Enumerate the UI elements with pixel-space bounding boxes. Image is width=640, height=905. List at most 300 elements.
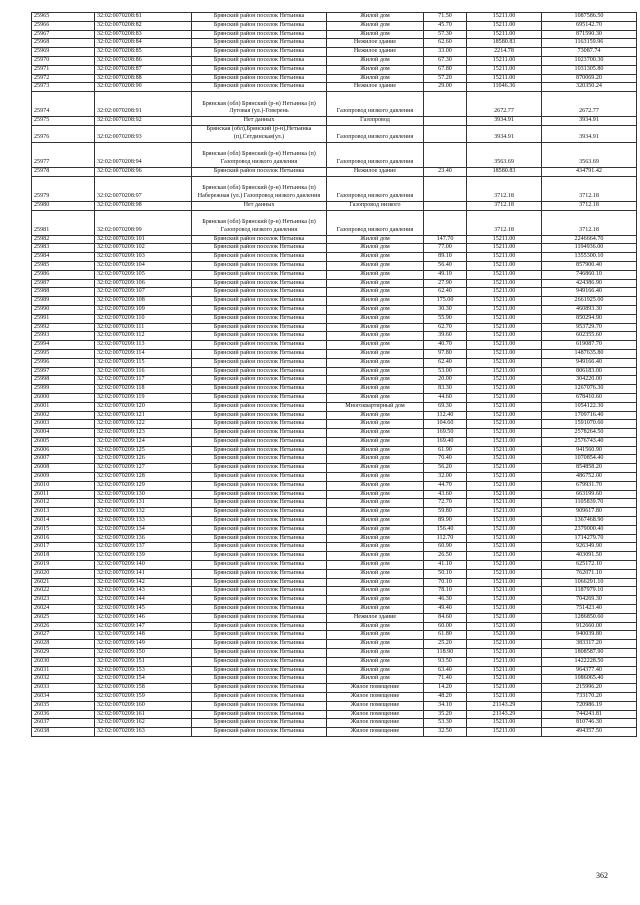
address-cell: Брянский район поселок Нетьинка	[192, 464, 327, 473]
address-cell: Брянский район поселок Нетьинка	[192, 411, 327, 420]
unit-value-cell: 15211.00	[467, 622, 542, 631]
row-number-cell: 25974	[32, 92, 95, 117]
row-number-cell: 26021	[32, 578, 95, 587]
object-type-cell: Жилое помещение	[327, 728, 424, 737]
address-cell: Брянский район поселок Нетьинка	[192, 684, 327, 693]
cadastral-value-cell: 215996.20	[542, 684, 637, 693]
area-cell: 55.90	[424, 314, 467, 323]
row-number-cell: 25989	[32, 297, 95, 306]
address-cell: Брянский район поселок Нетьинка	[192, 429, 327, 438]
table-row	[32, 279, 637, 288]
unit-value-cell: 15211.00	[467, 341, 542, 350]
row-number-cell: 25995	[32, 349, 95, 358]
address-cell: Брянская (обл) Брянский (р-н) Нетьинка (п) Лутовая (ул.)-Говерень	[192, 92, 327, 117]
cadastral-number-cell: 32:02:0070209:125	[95, 446, 192, 455]
cadastral-number-cell: 32:02:0070209:144	[95, 596, 192, 605]
table-row	[32, 210, 637, 235]
address-cell: Брянский район поселок Нетьинка	[192, 534, 327, 543]
row-number-cell: 26008	[32, 464, 95, 473]
cadastral-value-cell: 1070854.40	[542, 455, 637, 464]
cadastral-value-cell: 1031305.80	[542, 65, 637, 74]
table-row	[32, 508, 637, 517]
table-row	[32, 719, 637, 728]
unit-value-cell: 15211.00	[467, 437, 542, 446]
cadastral-number-cell: 32:02:0070208:83	[95, 30, 192, 39]
cadastral-value-cell: 1087586.50	[542, 13, 637, 22]
object-type-cell: Жилой дом	[327, 508, 424, 517]
row-number-cell: 26034	[32, 693, 95, 702]
row-number-cell: 26030	[32, 657, 95, 666]
cadastral-value-cell: 678410.60	[542, 393, 637, 402]
area-cell: 72.70	[424, 499, 467, 508]
cadastral-number-cell: 32:02:0070208:92	[95, 117, 192, 126]
row-number-cell: 25970	[32, 56, 95, 65]
area-cell: 89.10	[424, 253, 467, 262]
unit-value-cell: 2214.78	[467, 48, 542, 57]
row-number-cell: 25987	[32, 279, 95, 288]
area-cell: 32.50	[424, 728, 467, 737]
cadastral-number-cell: 32:02:0070208:85	[95, 48, 192, 57]
unit-value-cell: 15211.00	[467, 323, 542, 332]
object-type-cell: Жилой дом	[327, 244, 424, 253]
cadastral-number-cell: 32:02:0070209:131	[95, 499, 192, 508]
row-number-cell: 25983	[32, 244, 95, 253]
area-cell: 29.00	[424, 83, 467, 92]
object-type-cell: Жилой дом	[327, 490, 424, 499]
area-cell: 97.80	[424, 349, 467, 358]
address-cell: Брянский район поселок Нетьинка	[192, 499, 327, 508]
area-cell: 84.60	[424, 613, 467, 622]
address-cell: Брянский район поселок Нетьинка	[192, 270, 327, 279]
area-cell: 62.40	[424, 358, 467, 367]
area-cell	[424, 125, 467, 142]
unit-value-cell: 15211.00	[467, 65, 542, 74]
table-row	[32, 65, 637, 74]
unit-value-cell: 15211.00	[467, 402, 542, 411]
row-number-cell: 25977	[32, 142, 95, 167]
row-number-cell: 26028	[32, 640, 95, 649]
cadastral-number-cell: 32:02:0070209:123	[95, 429, 192, 438]
address-cell: Брянский район поселок Нетьинка	[192, 561, 327, 570]
row-number-cell: 25996	[32, 358, 95, 367]
area-cell: 57.20	[424, 74, 467, 83]
unit-value-cell: 15211.00	[467, 675, 542, 684]
cadastral-value-cell: 720986.19	[542, 701, 637, 710]
table-row	[32, 561, 637, 570]
area-cell: 112.40	[424, 411, 467, 420]
unit-value-cell: 15211.00	[467, 649, 542, 658]
area-cell: 78.10	[424, 587, 467, 596]
row-number-cell: 26036	[32, 710, 95, 719]
object-type-cell: Жилой дом	[327, 30, 424, 39]
address-cell: Брянский район поселок Нетьинка	[192, 473, 327, 482]
object-type-cell: Жилой дом	[327, 437, 424, 446]
cadastral-number-cell: 32:02:0070209:146	[95, 613, 192, 622]
row-number-cell: 25992	[32, 323, 95, 332]
object-type-cell: Жилой дом	[327, 341, 424, 350]
unit-value-cell: 15211.00	[467, 693, 542, 702]
unit-value-cell: 15211.00	[467, 358, 542, 367]
cadastral-value-cell: 746860.10	[542, 270, 637, 279]
table-row	[32, 411, 637, 420]
cadastral-number-cell: 32:02:0070208:97	[95, 176, 192, 201]
cadastral-number-cell: 32:02:0070209:121	[95, 411, 192, 420]
cadastral-number-cell: 32:02:0070209:154	[95, 675, 192, 684]
table-row	[32, 30, 637, 39]
table-row	[32, 288, 637, 297]
area-cell: 62.70	[424, 323, 467, 332]
table-row	[32, 701, 637, 710]
address-cell: Брянский район поселок Нетьинка	[192, 253, 327, 262]
area-cell: 41.10	[424, 561, 467, 570]
row-number-cell: 25986	[32, 270, 95, 279]
cadastral-number-cell: 32:02:0070209:110	[95, 314, 192, 323]
row-number-cell: 25998	[32, 376, 95, 385]
address-cell: Брянская (обл) Брянский (р-н) Нетьинка (п) Набережная (ул.) Газопровод низкого давления	[192, 176, 327, 201]
unit-value-cell: 15211.00	[467, 640, 542, 649]
cadastral-number-cell: 32:02:0070209:105	[95, 270, 192, 279]
area-cell: 50.10	[424, 569, 467, 578]
cadastral-number-cell: 32:02:0070209:118	[95, 385, 192, 394]
unit-value-cell: 15211.00	[467, 314, 542, 323]
cadastral-number-cell: 32:02:0070209:128	[95, 473, 192, 482]
row-number-cell: 25982	[32, 235, 95, 244]
row-number-cell: 25973	[32, 83, 95, 92]
address-cell: Брянский район поселок Нетьинка	[192, 56, 327, 65]
row-number-cell: 26011	[32, 490, 95, 499]
cadastral-number-cell: 32:02:0070209:159	[95, 693, 192, 702]
cadastral-number-cell: 32:02:0070208:84	[95, 39, 192, 48]
unit-value-cell: 15211.00	[467, 631, 542, 640]
cadastral-value-cell: 1194936.00	[542, 244, 637, 253]
table-row	[32, 420, 637, 429]
cadastral-number-cell: 32:02:0070209:120	[95, 402, 192, 411]
object-type-cell: Жилой дом	[327, 455, 424, 464]
table-row	[32, 314, 637, 323]
row-number-cell: 26002	[32, 411, 95, 420]
area-cell: 53.00	[424, 367, 467, 376]
table-row	[32, 455, 637, 464]
unit-value-cell: 15211.00	[467, 297, 542, 306]
cadastral-number-cell: 32:02:0070209:161	[95, 710, 192, 719]
cadastral-number-cell: 32:02:0070208:90	[95, 83, 192, 92]
object-type-cell: Жилой дом	[327, 657, 424, 666]
area-cell: 59.80	[424, 508, 467, 517]
area-cell: 39.60	[424, 332, 467, 341]
area-cell: 77.00	[424, 244, 467, 253]
cadastral-value-cell: 2379000.40	[542, 525, 637, 534]
object-type-cell: Нежилое здание	[327, 167, 424, 176]
cadastral-number-cell: 32:02:0070209:147	[95, 622, 192, 631]
area-cell: 14.20	[424, 684, 467, 693]
unit-value-cell: 15211.00	[467, 473, 542, 482]
table-row	[32, 490, 637, 499]
unit-value-cell: 15211.00	[467, 666, 542, 675]
table-row	[32, 48, 637, 57]
object-type-cell: Газопровод низкого давления	[327, 210, 424, 235]
object-type-cell: Жилой дом	[327, 385, 424, 394]
area-cell: 61.80	[424, 631, 467, 640]
unit-value-cell: 15211.00	[467, 657, 542, 666]
object-type-cell: Жилое помещение	[327, 710, 424, 719]
unit-value-cell: 15211.00	[467, 411, 542, 420]
unit-value-cell: 18580.83	[467, 39, 542, 48]
object-type-cell: Жилой дом	[327, 596, 424, 605]
cadastral-value-cell: 941560.90	[542, 446, 637, 455]
unit-value-cell: 2672.77	[467, 92, 542, 117]
row-number-cell: 26013	[32, 508, 95, 517]
object-type-cell: Жилой дом	[327, 297, 424, 306]
cadastral-number-cell: 32:02:0070209:141	[95, 569, 192, 578]
object-type-cell: Нежилое здание	[327, 83, 424, 92]
cadastral-value-cell: 1591070.60	[542, 420, 637, 429]
row-number-cell: 25978	[32, 167, 95, 176]
cadastral-number-cell: 32:02:0070209:158	[95, 684, 192, 693]
area-cell: 62.40	[424, 288, 467, 297]
cadastral-number-cell: 32:02:0070209:151	[95, 657, 192, 666]
cadastral-number-cell: 32:02:0070209:109	[95, 305, 192, 314]
row-number-cell: 26014	[32, 517, 95, 526]
row-number-cell: 26006	[32, 446, 95, 455]
cadastral-number-cell: 32:02:0070209:162	[95, 719, 192, 728]
area-cell: 26.50	[424, 552, 467, 561]
unit-value-cell: 15211.00	[467, 508, 542, 517]
row-number-cell: 26026	[32, 622, 95, 631]
cadastral-number-cell: 32:02:0070208:88	[95, 74, 192, 83]
row-number-cell: 25985	[32, 261, 95, 270]
table-row	[32, 499, 637, 508]
cadastral-number-cell: 32:02:0070208:99	[95, 210, 192, 235]
cadastral-number-cell: 32:02:0070209:114	[95, 349, 192, 358]
cadastral-number-cell: 32:02:0070209:101	[95, 235, 192, 244]
object-type-cell: Жилой дом	[327, 376, 424, 385]
address-cell: Брянский район поселок Нетьинка	[192, 288, 327, 297]
object-type-cell: Жилой дом	[327, 543, 424, 552]
row-number-cell: 26010	[32, 481, 95, 490]
area-cell: 44.60	[424, 393, 467, 402]
address-cell: Брянский район поселок Нетьинка	[192, 622, 327, 631]
address-cell: Брянский район поселок Нетьинка	[192, 675, 327, 684]
row-number-cell: 25993	[32, 332, 95, 341]
table-row	[32, 244, 637, 253]
row-number-cell: 25980	[32, 201, 95, 210]
area-cell: 32.00	[424, 473, 467, 482]
cadastral-value-cell: 625172.10	[542, 561, 637, 570]
cadastral-value-cell: 751423.40	[542, 605, 637, 614]
area-cell: 104.60	[424, 420, 467, 429]
cadastral-number-cell: 32:02:0070209:106	[95, 279, 192, 288]
table-row	[32, 684, 637, 693]
object-type-cell: Газопровод низкого давления	[327, 176, 424, 201]
area-cell	[424, 201, 467, 210]
area-cell: 70.40	[424, 455, 467, 464]
address-cell: Брянский район поселок Нетьинка	[192, 21, 327, 30]
address-cell: Брянский район поселок Нетьинка	[192, 657, 327, 666]
cadastral-value-cell: 733170.20	[542, 693, 637, 702]
area-cell: 67.80	[424, 65, 467, 74]
address-cell: Брянская (обл),Брянский (р-н),Нетьинка (п),Сетдинская(ул.)	[192, 125, 327, 142]
cadastral-value-cell: 424386.90	[542, 279, 637, 288]
cadastral-number-cell: 32:02:0070209:150	[95, 649, 192, 658]
cadastral-value-cell: 1163159.96	[542, 39, 637, 48]
object-type-cell: Жилой дом	[327, 261, 424, 270]
unit-value-cell: 18580.83	[467, 167, 542, 176]
unit-value-cell: 15211.00	[467, 728, 542, 737]
object-type-cell: Жилой дом	[327, 270, 424, 279]
cadastral-number-cell: 32:02:0070209:104	[95, 261, 192, 270]
cadastral-number-cell: 32:02:0070209:153	[95, 666, 192, 675]
unit-value-cell: 15211.00	[467, 587, 542, 596]
cadastral-number-cell: 32:02:0070209:115	[95, 358, 192, 367]
table-row	[32, 640, 637, 649]
table-row	[32, 385, 637, 394]
area-cell: 43.60	[424, 490, 467, 499]
cadastral-number-cell: 32:02:0070209:137	[95, 543, 192, 552]
table-row	[32, 142, 637, 167]
row-number-cell: 26007	[32, 455, 95, 464]
address-cell: Брянский район поселок Нетьинка	[192, 402, 327, 411]
row-number-cell: 25988	[32, 288, 95, 297]
table-row	[32, 341, 637, 350]
area-cell: 45.70	[424, 21, 467, 30]
address-cell: Брянский район поселок Нетьинка	[192, 666, 327, 675]
cadastral-number-cell: 32:02:0070209:136	[95, 534, 192, 543]
table-row	[32, 596, 637, 605]
unit-value-cell: 21143.29	[467, 710, 542, 719]
row-number-cell: 26003	[32, 420, 95, 429]
unit-value-cell: 15211.00	[467, 376, 542, 385]
unit-value-cell: 15211.00	[467, 481, 542, 490]
area-cell: 35.20	[424, 710, 467, 719]
cadastral-value-cell: 744243.81	[542, 710, 637, 719]
cadastral-number-cell: 32:02:0070209:117	[95, 376, 192, 385]
cadastral-value-cell: 1187979.10	[542, 587, 637, 596]
cadastral-value-cell: 909617.80	[542, 508, 637, 517]
unit-value-cell: 3712.18	[467, 176, 542, 201]
unit-value-cell: 15211.00	[467, 534, 542, 543]
table-row	[32, 21, 637, 30]
cadastral-value-cell: 854858.20	[542, 464, 637, 473]
table-row	[32, 92, 637, 117]
area-cell: 62.60	[424, 39, 467, 48]
address-cell: Брянский район поселок Нетьинка	[192, 719, 327, 728]
cadastral-value-cell: 494357.50	[542, 728, 637, 737]
table-row	[32, 649, 637, 658]
row-number-cell: 25991	[32, 314, 95, 323]
unit-value-cell: 15211.00	[467, 332, 542, 341]
cadastral-value-cell: 434791.42	[542, 167, 637, 176]
table-row	[32, 631, 637, 640]
row-number-cell: 25971	[32, 65, 95, 74]
address-cell: Брянский район поселок Нетьинка	[192, 728, 327, 737]
address-cell: Брянский район поселок Нетьинка	[192, 420, 327, 429]
cadastral-value-cell: 2672.77	[542, 92, 637, 117]
cadastral-value-cell: 871590.30	[542, 30, 637, 39]
area-cell: 71.50	[424, 13, 467, 22]
table-row	[32, 235, 637, 244]
cadastral-value-cell: 1709716.40	[542, 411, 637, 420]
table-row	[32, 13, 637, 22]
unit-value-cell: 15211.00	[467, 13, 542, 22]
cadastral-number-cell: 32:02:0070209:112	[95, 332, 192, 341]
unit-value-cell: 15211.00	[467, 517, 542, 526]
cadastral-value-cell: 602355.60	[542, 332, 637, 341]
cadastral-number-cell: 32:02:0070209:126	[95, 455, 192, 464]
row-number-cell: 26001	[32, 402, 95, 411]
address-cell: Брянский район поселок Нетьинка	[192, 481, 327, 490]
unit-value-cell: 15211.00	[467, 605, 542, 614]
cadastral-number-cell: 32:02:0070209:108	[95, 297, 192, 306]
unit-value-cell: 3934.91	[467, 117, 542, 126]
address-cell: Брянский район поселок Нетьинка	[192, 543, 327, 552]
address-cell: Брянский район поселок Нетьинка	[192, 578, 327, 587]
cadastral-value-cell: 2661925.00	[542, 297, 637, 306]
cadastral-number-cell: 32:02:0070208:96	[95, 167, 192, 176]
registry-table-body	[32, 13, 637, 737]
object-type-cell: Жилой дом	[327, 393, 424, 402]
object-type-cell: Жилой дом	[327, 605, 424, 614]
address-cell: Брянский район поселок Нетьинка	[192, 393, 327, 402]
row-number-cell: 26027	[32, 631, 95, 640]
unit-value-cell: 15211.00	[467, 446, 542, 455]
area-cell	[424, 142, 467, 167]
address-cell: Брянский район поселок Нетьинка	[192, 261, 327, 270]
object-type-cell: Газопровод	[327, 117, 424, 126]
unit-value-cell: 15211.00	[467, 552, 542, 561]
cadastral-value-cell: 1105839.70	[542, 499, 637, 508]
object-type-cell: Жилой дом	[327, 235, 424, 244]
table-row	[32, 305, 637, 314]
cadastral-number-cell: 32:02:0070209:127	[95, 464, 192, 473]
row-number-cell: 26024	[32, 605, 95, 614]
area-cell: 83.30	[424, 385, 467, 394]
unit-value-cell: 15211.00	[467, 429, 542, 438]
table-row	[32, 201, 637, 210]
unit-value-cell: 15211.00	[467, 349, 542, 358]
address-cell: Брянский район поселок Нетьинка	[192, 613, 327, 622]
area-cell: 30.30	[424, 305, 467, 314]
area-cell: 169.40	[424, 437, 467, 446]
cadastral-value-cell: 1286850.60	[542, 613, 637, 622]
table-row	[32, 402, 637, 411]
table-row	[32, 543, 637, 552]
cadastral-number-cell: 32:02:0070209:124	[95, 437, 192, 446]
area-cell	[424, 92, 467, 117]
address-cell: Брянский район поселок Нетьинка	[192, 314, 327, 323]
table-row	[32, 552, 637, 561]
row-number-cell: 26031	[32, 666, 95, 675]
area-cell: 53.30	[424, 719, 467, 728]
row-number-cell: 26032	[32, 675, 95, 684]
table-row	[32, 464, 637, 473]
area-cell: 49.40	[424, 605, 467, 614]
unit-value-cell: 15211.00	[467, 596, 542, 605]
area-cell: 60.00	[424, 622, 467, 631]
address-cell: Брянский район поселок Нетьинка	[192, 437, 327, 446]
address-cell: Брянский район поселок Нетьинка	[192, 244, 327, 253]
cadastral-value-cell: 3934.91	[542, 117, 637, 126]
cadastral-value-cell: 953729.70	[542, 323, 637, 332]
cadastral-value-cell: 940039.80	[542, 631, 637, 640]
object-type-cell: Жилой дом	[327, 473, 424, 482]
cadastral-value-cell: 383317.20	[542, 640, 637, 649]
row-number-cell: 25990	[32, 305, 95, 314]
cadastral-number-cell: 32:02:0070209:113	[95, 341, 192, 350]
table-row	[32, 349, 637, 358]
unit-value-cell: 15211.00	[467, 719, 542, 728]
address-cell: Нет данных	[192, 201, 327, 210]
table-row	[32, 578, 637, 587]
